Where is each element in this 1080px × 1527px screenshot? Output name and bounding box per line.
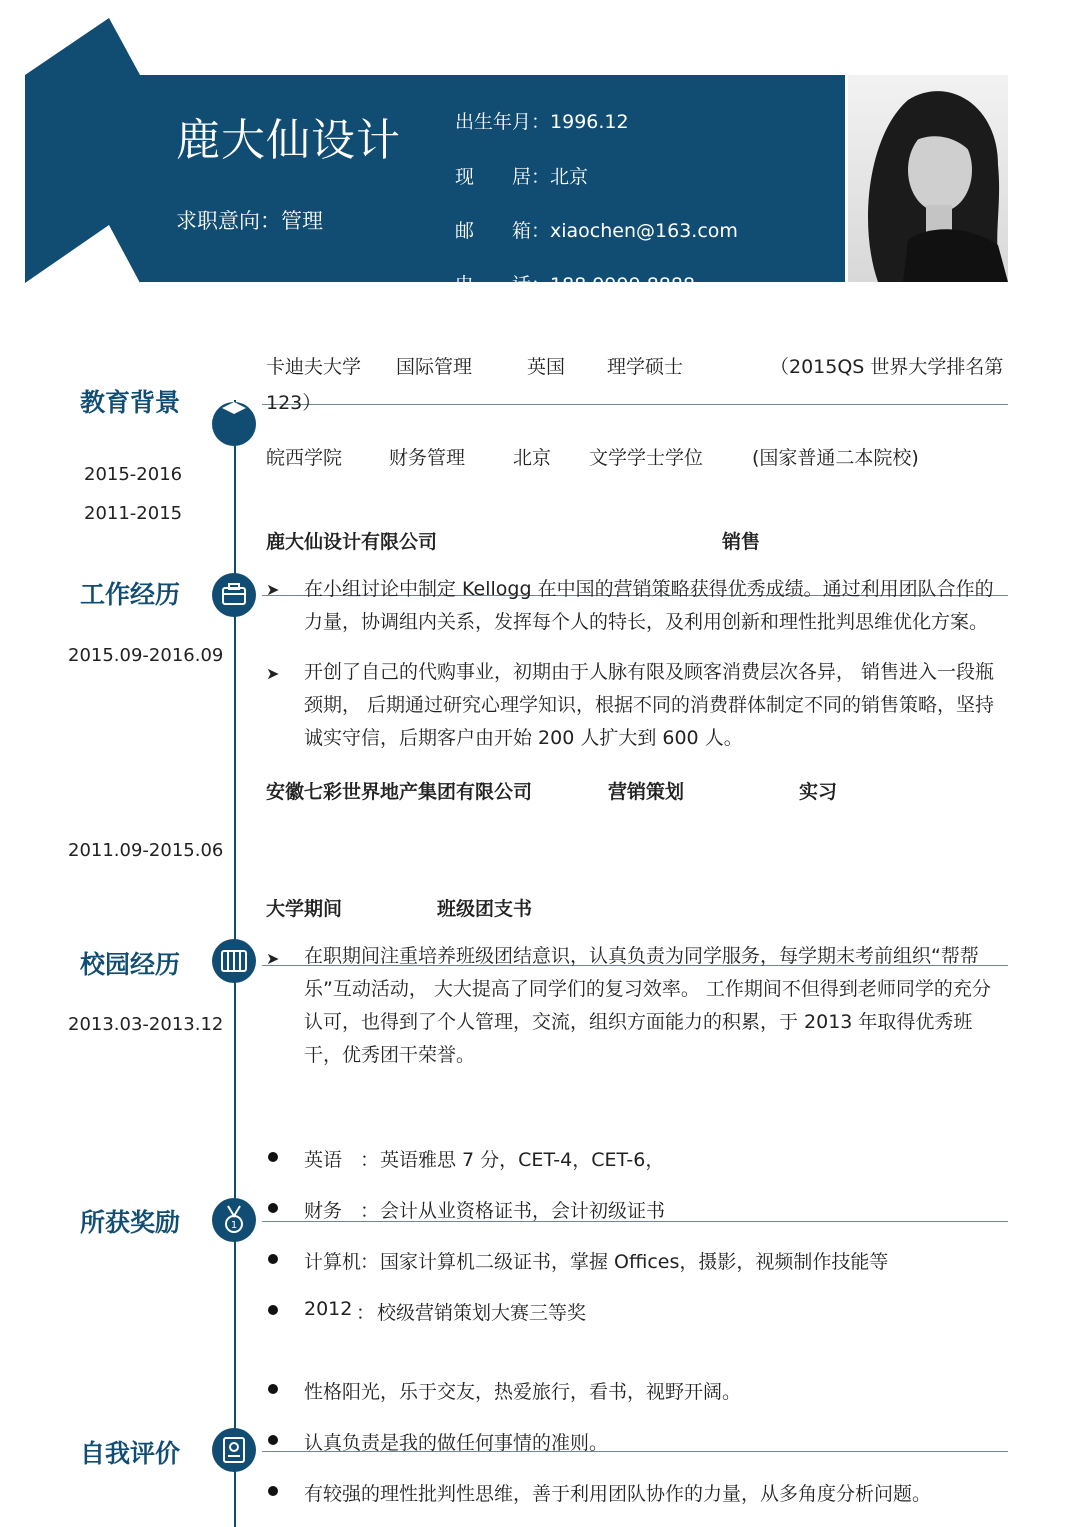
campus-period: 大学期间 (266, 898, 343, 920)
edu2-degree: 文学学士学位 (589, 447, 704, 469)
profile-photo (848, 75, 1008, 282)
edu1-place: 英国 (527, 356, 566, 378)
candidate-name: 鹿大仙设计 (176, 115, 401, 166)
award-4-label: 2012 (304, 1298, 353, 1320)
award-3-label: 计算机 (304, 1251, 362, 1273)
self-item-1: 性格阳光，乐于交友，热爱旅行，看书，视野开阔。 (304, 1381, 742, 1403)
edu2-place: 北京 (513, 447, 552, 469)
bullet-dot-icon (268, 1254, 278, 1264)
self-item-2: 认真负责是我的做任何事情的准则。 (304, 1432, 609, 1454)
bullet-dot-icon (268, 1384, 278, 1394)
bullet-dot-icon (268, 1305, 278, 1315)
job2-type: 实习 (799, 781, 838, 803)
award-3-text: 国家计算机二级证书，掌握 Offices，摄影，视频制作技能等 (380, 1251, 889, 1273)
graduation-cap-icon (212, 402, 256, 446)
info-email: 邮 箱：xiaochen@163.com (455, 220, 738, 242)
bullet-dot-icon (268, 1435, 278, 1445)
job-intent: 求职意向：管理 (176, 209, 323, 233)
campus-role: 班级团支书 (437, 898, 533, 920)
edu2-school: 皖西学院 (266, 447, 343, 469)
svg-text:1: 1 (230, 1220, 238, 1231)
job1-bullet-1: 在小组讨论中制定 Kellogg 在中国的营销策略获得优秀成绩。通过利用团队合作的力量，协调组内关系，发挥每个人的特长，及利用创新和理性批判思维优化方案。 (304, 578, 994, 633)
award-1-text: 英语雅思 7 分，CET-4，CET-6， (380, 1149, 665, 1171)
edu1-note: （2015QS 世界大学排名第 (770, 356, 1004, 378)
bullet-dot-icon (268, 1486, 278, 1496)
section-title-self: 自我评价 (79, 1439, 180, 1468)
edu1-school: 卡迪夫大学 (266, 356, 362, 378)
campus-bullet: 在职期间注重培养班级团结意识，认真负责为同学服务，每学期末考前组织“帮帮乐”互动活动， 大大提高了同学们的复习效率。 工作期间不但得到老师同学的充分认可，也得到了个人管理，交流，组织方面能力的积累，于 2013 年取得优秀班干，优秀团干荣誉。 (304, 945, 991, 1066)
bullet-arrow-icon: ➤ (266, 664, 280, 683)
award-4-text: 校级营销策划大赛三等奖 (377, 1302, 587, 1324)
education-rule (262, 404, 1008, 405)
bullet-arrow-icon: ➤ (266, 580, 280, 599)
job1-company: 鹿大仙设计有限公司 (266, 531, 438, 553)
briefcase-icon (212, 573, 256, 617)
section-title-awards: 所获奖励 (79, 1208, 180, 1237)
section-title-education: 教育背景 (79, 388, 180, 417)
job1-date: 2015.09-2016.09 (68, 645, 224, 666)
edu1-degree: 理学硕士 (607, 356, 684, 378)
award-1-sep: ： (360, 1149, 380, 1171)
award-2-label: 财务 (304, 1200, 343, 1222)
medal-icon (212, 1198, 256, 1242)
self-item-3: 有较强的理性批判性思维，善于利用团队协作的力量，从多角度分析问题。 (304, 1483, 932, 1505)
award-2-text: 会计从业资格证书，会计初级证书 (380, 1200, 666, 1222)
bullet-arrow-icon: ➤ (266, 949, 280, 968)
section-title-work: 工作经历 (79, 580, 180, 609)
section-title-campus: 校园经历 (79, 950, 180, 979)
job2-date: 2011.09-2015.06 (68, 840, 224, 861)
personal-info (455, 100, 835, 296)
info-location: 现 居：北京 (455, 166, 589, 188)
profile-card-icon (212, 1428, 256, 1472)
edu2-note: (国家普通二本院校) (752, 447, 919, 469)
job2-role: 营销策划 (608, 781, 685, 803)
books-icon (212, 939, 256, 983)
info-birth: 出生年月：1996.12 (455, 111, 629, 133)
education-date-1: 2015-2016 (84, 464, 183, 485)
edu2-major: 财务管理 (389, 447, 466, 469)
award-3-sep: ： (360, 1251, 380, 1273)
award-2-sep: ： (360, 1200, 380, 1222)
bullet-dot-icon (268, 1152, 278, 1162)
edu1-note-cont: 123） (266, 392, 322, 414)
award-4-sep: ： (356, 1302, 376, 1324)
job2-company: 安徽七彩世界地产集团有限公司 (266, 781, 533, 803)
award-1-label: 英语 (304, 1149, 343, 1171)
info-phone: 电 话：188 9999 8888 (455, 274, 696, 296)
job1-bullet-2: 开创了自己的代购事业，初期由于人脉有限及顾客消费层次各异， 销售进入一段瓶颈期， 后期通过研究心理学知识，根据不同的消费群体制定不同的销售策略，坚持诚实守信，后期客户由开始 200 人扩大到 600 人。 (304, 661, 995, 749)
bullet-dot-icon (268, 1203, 278, 1213)
edu1-major: 国际管理 (396, 356, 473, 378)
header-ribbon (25, 18, 140, 283)
job1-role: 销售 (722, 531, 761, 553)
campus-date: 2013.03-2013.12 (68, 1014, 224, 1035)
education-date-2: 2011-2015 (84, 503, 183, 524)
